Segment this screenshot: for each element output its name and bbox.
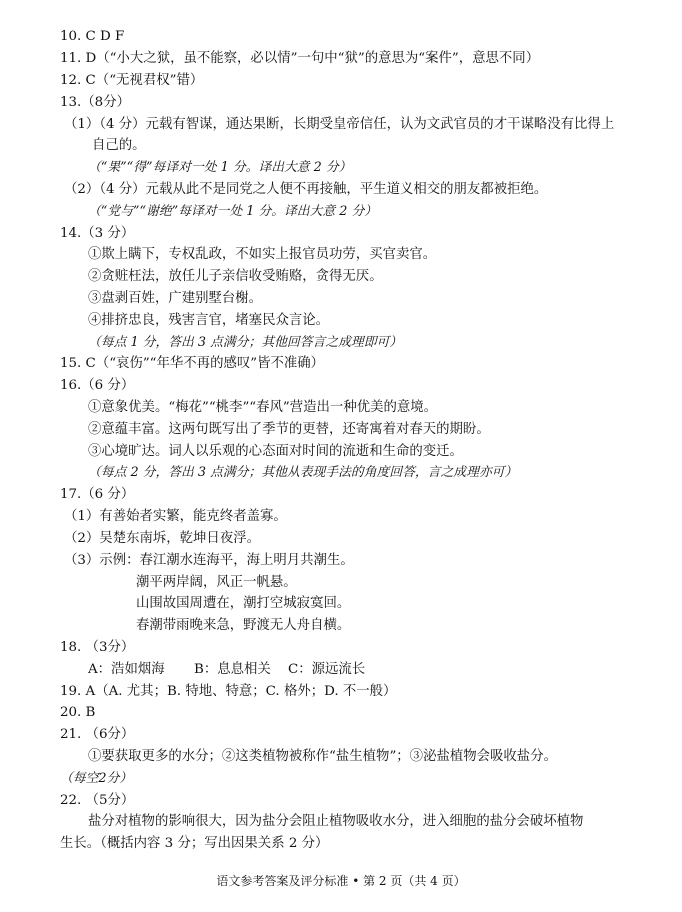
scoring-note-16: （每点 2 分，答出 3 点满分；其他从表现手法的角度回答，言之成理亦可） <box>88 465 518 480</box>
question-16-header: 16.（6 分） <box>60 378 135 393</box>
answer-16-point-3: ③心境旷达。词人以乐观的心态面对时间的流逝和生命的变迁。 <box>88 444 463 459</box>
answer-14-point-3: ③盘剥百姓，广建别墅台榭。 <box>88 291 263 306</box>
answer-17-2: （2）吴楚东南坼，乾坤日夜浮。 <box>64 531 260 546</box>
answer-18-a: A：浩如烟海 <box>88 662 165 677</box>
question-18-header: 18. （3分） <box>60 640 135 655</box>
answer-12: 12. C（“无视君权”错） <box>60 73 204 88</box>
answer-22-continued: 生长。（概括内容 3 分；写出因果关系 2 分） <box>60 836 329 851</box>
answer-16-point-1: ①意象优美。“梅花”“桃李”“春风”营造出一种优美的意境。 <box>88 400 438 415</box>
answer-17-3: （3）示例：春江潮水连海平，海上明月共潮生。 <box>64 553 354 568</box>
question-21-header: 21. （6分） <box>60 727 135 742</box>
answer-20: 20. B <box>60 705 96 720</box>
answer-19: 19. A（A. 尤其；B. 特地、特意；C. 格外；D. 不一般） <box>60 684 397 699</box>
answer-17-3-example-3: 山围故国周遭在，潮打空城寂寞回。 <box>136 596 351 611</box>
answer-21: ①要获取更多的水分；②这类植物被称作“盐生植物”；③泌盐植物会吸收盐分。 <box>88 749 557 764</box>
question-22-header: 22. （5分） <box>60 793 135 808</box>
answer-18-b: B：息息相关 <box>194 662 271 677</box>
answer-22: 盐分对植物的影响很大，因为盐分会阻止植物吸收水分，进入细胞的盐分会破坏植物 <box>88 814 584 829</box>
answer-13-1-continued: 自己的。 <box>92 138 146 153</box>
answer-17-3-example-2: 潮平两岸阔，风正一帆悬。 <box>136 575 297 590</box>
answer-15: 15. C（“哀伤”“年华不再的感叹”皆不准确） <box>60 356 325 371</box>
answer-16-point-2: ②意蕴丰富。这两句既写出了季节的更替，还寄寓着对春天的期盼。 <box>88 422 490 437</box>
question-13-header: 13.（8分） <box>60 95 130 110</box>
page-footer: 语文参考答案及评分标准 • 第 2 页（共 4 页） <box>216 874 466 888</box>
scoring-note-13-1: （“果”“得”每译对一处 1 分。译出大意 2 分） <box>88 160 352 175</box>
scoring-note-21: （每空2分） <box>60 771 133 786</box>
answer-14-point-4: ④排挤忠良，残害言官，堵塞民众言论。 <box>88 313 330 328</box>
scoring-note-14: （每点 1 分，答出 3 点满分；其他回答言之成理即可） <box>88 335 403 350</box>
question-14-header: 14.（3 分） <box>60 226 135 241</box>
answer-13-2: （2）（4 分）元载从此不是同党之人便不再接触，平生道义相交的朋友都被拒绝。 <box>64 182 548 197</box>
scoring-note-13-2: （“党与”“谢绝”每译对一处 1 分。译出大意 2 分） <box>88 204 378 219</box>
answer-10: 10. C D F <box>60 29 125 44</box>
answer-18-c: C：源远流长 <box>288 662 366 677</box>
question-17-header: 17.（6 分） <box>60 487 135 502</box>
answer-11: 11. D（“小大之狱，虽不能察，必以情”一句中“狱”的意思为“案件”，意思不同） <box>60 51 540 66</box>
answer-14-point-1: ①欺上瞒下，专权乱政，不如实上报官员功劳，买官卖官。 <box>88 247 437 262</box>
answer-14-point-2: ②贪赃枉法，放任儿子亲信收受贿赂，贪得无厌。 <box>88 269 383 284</box>
answer-13-1: （1）（4 分）元载有智谋，通达果断，长期受皇帝信任，认为文武官员的才干谋略没有比得上 <box>64 117 615 132</box>
answer-17-1: （1）有善始者实繁，能克终者盖寡。 <box>64 509 287 524</box>
answer-17-3-example-4: 春潮带雨晚来急，野渡无人舟自横。 <box>136 618 351 633</box>
